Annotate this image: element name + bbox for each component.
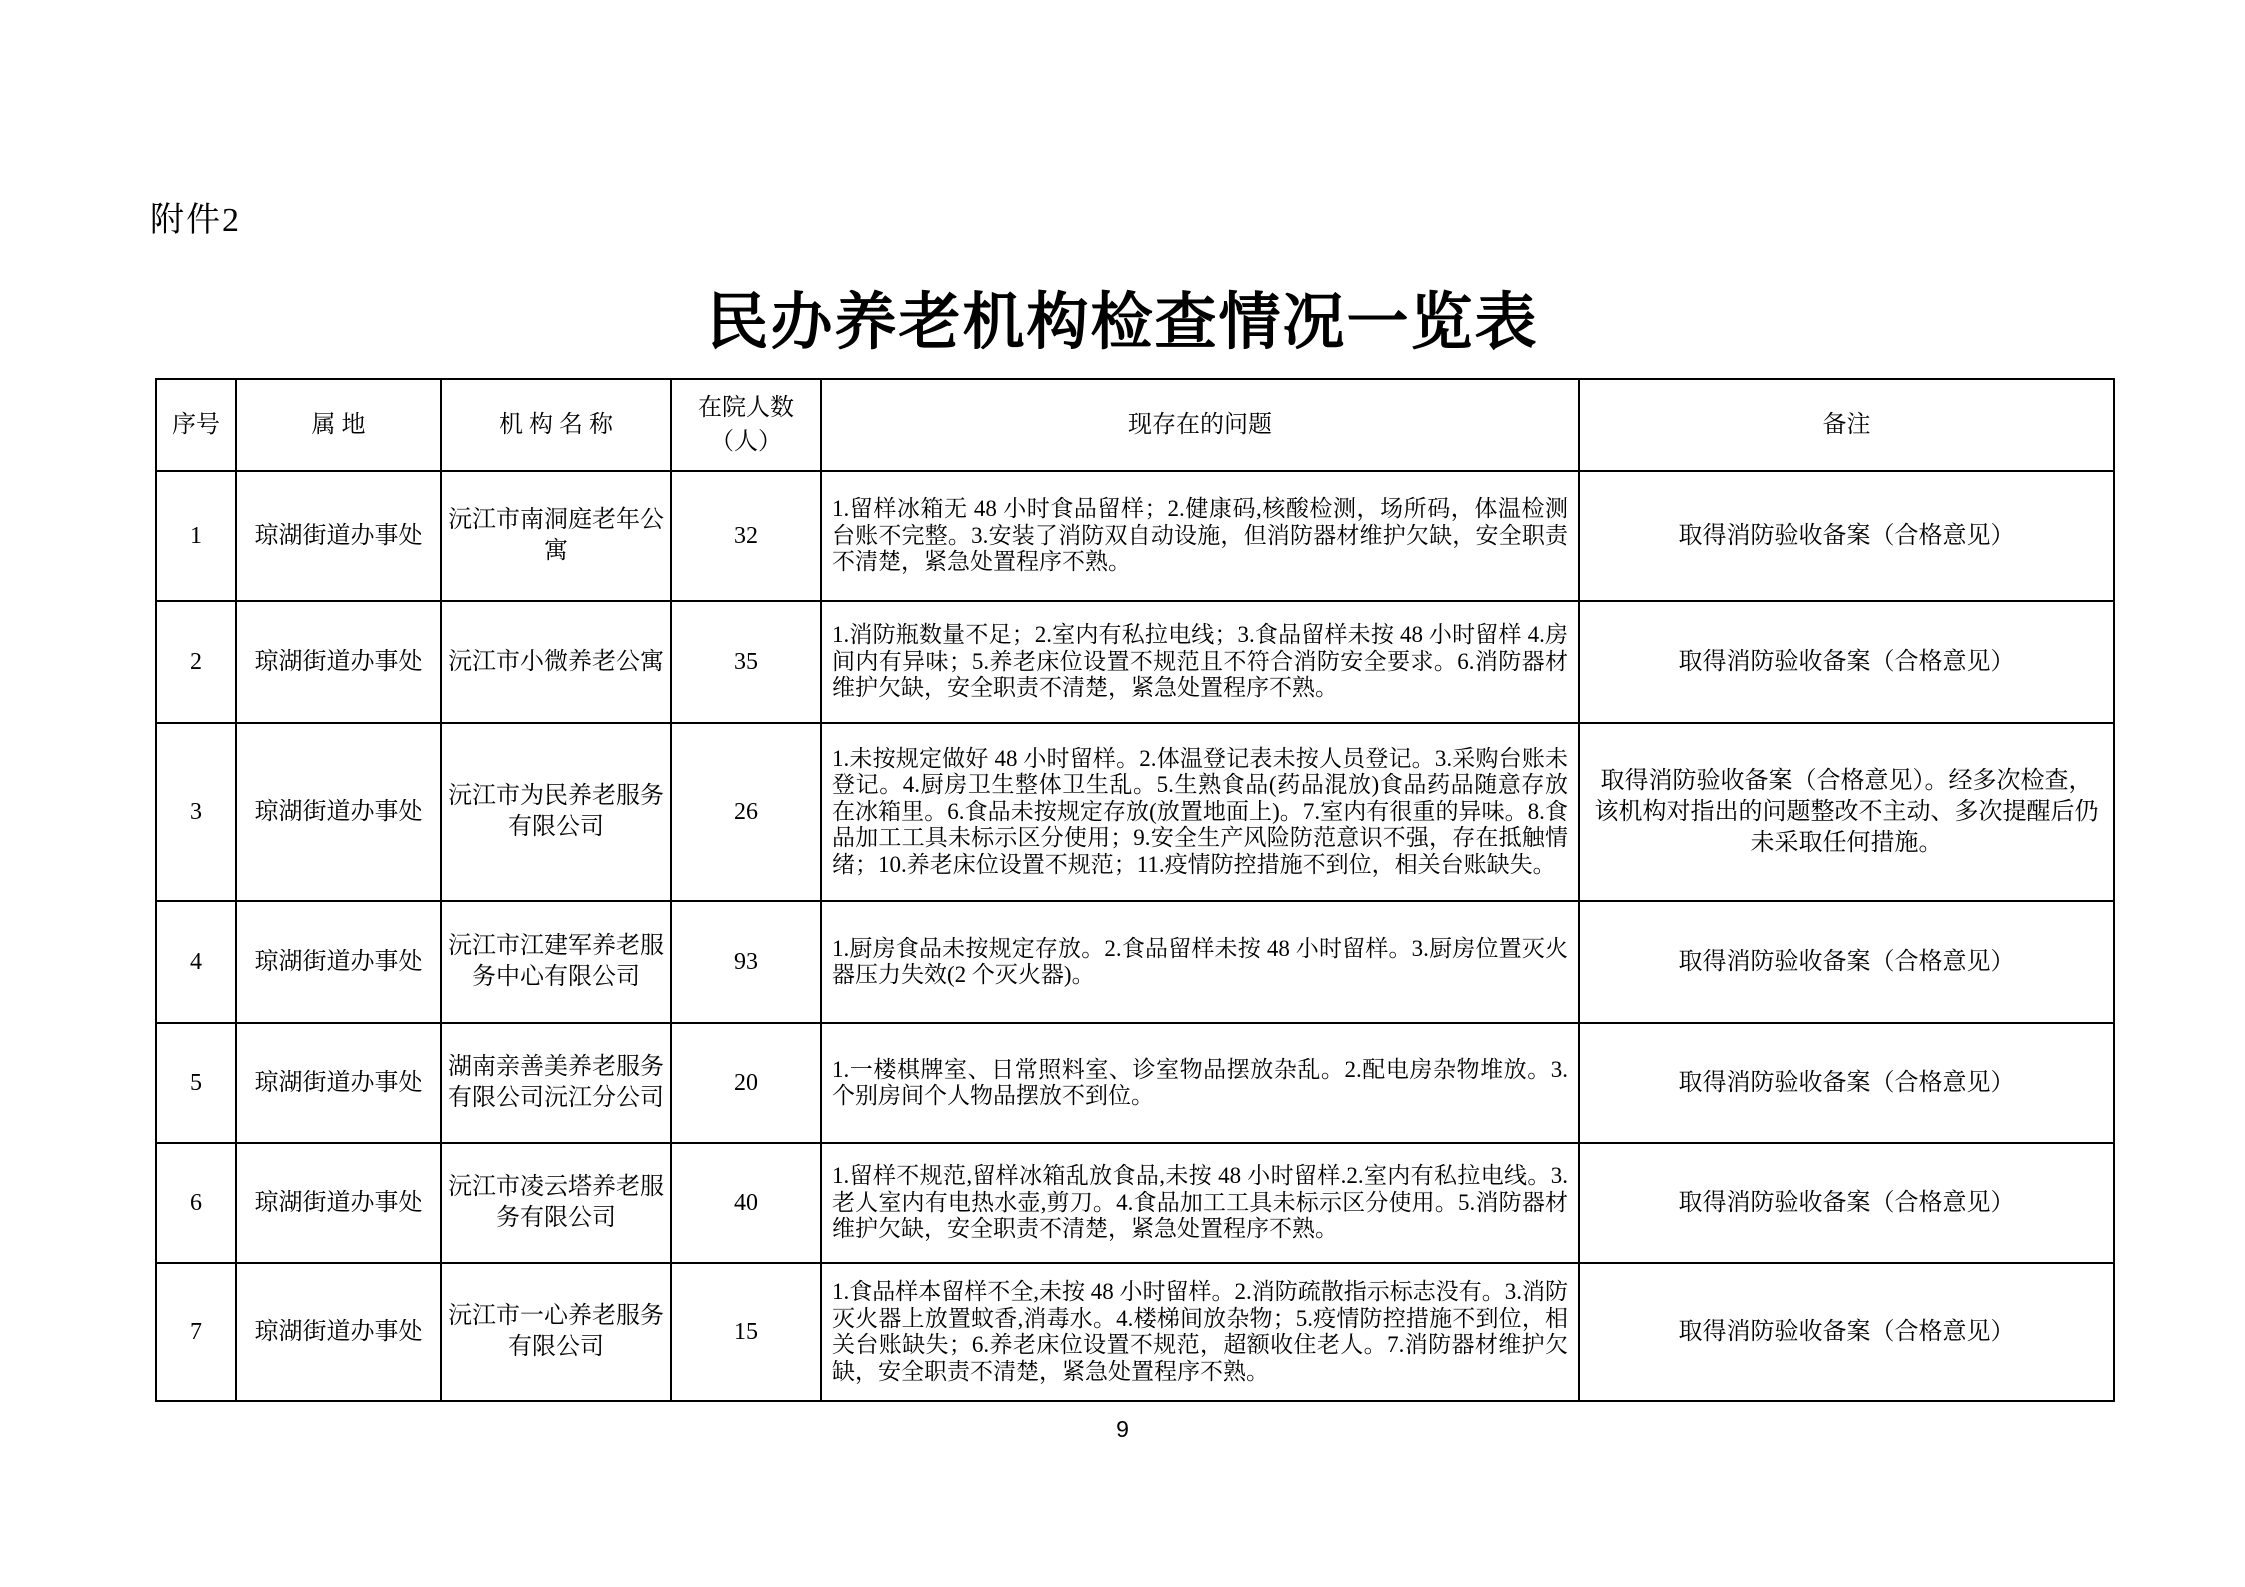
header-residents <box>671 379 821 471</box>
page-number: 9 <box>1116 1416 1129 1442</box>
cell-residents: 93 <box>671 901 821 1023</box>
header-location: 属 地 <box>236 379 441 471</box>
cell-remarks: 取得消防验收备案（合格意见） <box>1579 601 2114 723</box>
cell-location: 琼湖街道办事处 <box>236 471 441 601</box>
cell-index: 4 <box>156 901 236 1023</box>
table-row <box>156 901 2114 1023</box>
cell-index: 5 <box>156 1023 236 1143</box>
cell-problems: 1.厨房食品未按规定存放。2.食品留样未按 48 小时留样。3.厨房位置灭火器压力失效(2 个灭火器)。 <box>821 901 1579 1023</box>
inspection-table <box>155 378 2115 1402</box>
cell-institution: 湖南亲善美养老服务有限公司沅江分公司 <box>441 1023 671 1143</box>
cell-index: 1 <box>156 471 236 601</box>
cell-institution: 沅江市一心养老服务有限公司 <box>441 1263 671 1401</box>
table-header-row <box>156 379 2114 471</box>
cell-problems: 1.消防瓶数量不足；2.室内有私拉电线；3.食品留样未按 48 小时留样 4.房间内有异味；5.养老床位设置不规范且不符合消防安全要求。6.消防器材维护欠缺，安全职责不清楚，紧急处置程序不熟。 <box>821 601 1579 723</box>
cell-location: 琼湖街道办事处 <box>236 1143 441 1263</box>
cell-residents: 35 <box>671 601 821 723</box>
cell-index: 6 <box>156 1143 236 1263</box>
cell-residents: 20 <box>671 1023 821 1143</box>
header-remarks: 备注 <box>1579 379 2114 471</box>
cell-index: 7 <box>156 1263 236 1401</box>
header-residents-line1: 在院人数 <box>698 395 794 421</box>
cell-institution: 沅江市江建军养老服务中心有限公司 <box>441 901 671 1023</box>
cell-institution: 沅江市小微养老公寓 <box>441 601 671 723</box>
cell-remarks: 取得消防验收备案（合格意见） <box>1579 901 2114 1023</box>
cell-location: 琼湖街道办事处 <box>236 1023 441 1143</box>
header-institution: 机 构 名 称 <box>441 379 671 471</box>
cell-index: 3 <box>156 723 236 901</box>
table-row <box>156 601 2114 723</box>
attachment-label: 附件2 <box>150 202 241 239</box>
cell-residents: 15 <box>671 1263 821 1401</box>
cell-problems: 1.食品样本留样不全,未按 48 小时留样。2.消防疏散指示标志没有。3.消防灭火器上放置蚊香,消毒水。4.楼梯间放杂物；5.疫情防控措施不到位，相关台账缺失；6.养老床位设置不规范，超额收住老人。7.消防器材维护欠缺，安全职责不清楚，紧急处置程序不熟。 <box>821 1263 1579 1401</box>
cell-problems: 1.留样冰箱无 48 小时食品留样；2.健康码,核酸检测，场所码，体温检测台账不完整。3.安装了消防双自动设施，但消防器材维护欠缺，安全职责不清楚，紧急处置程序不熟。 <box>821 471 1579 601</box>
cell-location: 琼湖街道办事处 <box>236 901 441 1023</box>
cell-problems: 1.一楼棋牌室、日常照料室、诊室物品摆放杂乱。2.配电房杂物堆放。3.个别房间个人物品摆放不到位。 <box>821 1023 1579 1143</box>
cell-institution: 沅江市凌云塔养老服务有限公司 <box>441 1143 671 1263</box>
cell-remarks: 取得消防验收备案（合格意见）。经多次检查，该机构对指出的问题整改不主动、多次提醒后仍未采取任何措施。 <box>1579 723 2114 901</box>
cell-index: 2 <box>156 601 236 723</box>
table-row <box>156 1023 2114 1143</box>
table-row <box>156 1263 2114 1401</box>
table-row <box>156 1143 2114 1263</box>
table-row <box>156 723 2114 901</box>
cell-location: 琼湖街道办事处 <box>236 1263 441 1401</box>
header-index: 序号 <box>156 379 236 471</box>
cell-remarks: 取得消防验收备案（合格意见） <box>1579 1143 2114 1263</box>
cell-problems: 1.未按规定做好 48 小时留样。2.体温登记表未按人员登记。3.采购台账未登记。4.厨房卫生整体卫生乱。5.生熟食品(药品混放)食品药品随意存放在冰箱里。6.食品未按规定存放(放置地面上)。7.室内有很重的异味。8.食品加工工具未标示区分使用；9.安全生产风险防范意识不强，存在抵触情绪；10.养老床位设置不规范；11.疫情防控措施不到位，相关台账缺失。 <box>821 723 1579 901</box>
cell-residents: 32 <box>671 471 821 601</box>
cell-institution: 沅江市为民养老服务有限公司 <box>441 723 671 901</box>
cell-remarks: 取得消防验收备案（合格意见） <box>1579 471 2114 601</box>
table-row <box>156 471 2114 601</box>
cell-remarks: 取得消防验收备案（合格意见） <box>1579 1263 2114 1401</box>
cell-problems: 1.留样不规范,留样冰箱乱放食品,未按 48 小时留样.2.室内有私拉电线。3.老人室内有电热水壶,剪刀。4.食品加工工具未标示区分使用。5.消防器材维护欠缺，安全职责不清楚，紧急处置程序不熟。 <box>821 1143 1579 1263</box>
cell-location: 琼湖街道办事处 <box>236 601 441 723</box>
header-problems: 现存在的问题 <box>821 379 1579 471</box>
header-residents-line2: （人） <box>710 429 782 455</box>
cell-institution: 沅江市南洞庭老年公寓 <box>441 471 671 601</box>
cell-residents: 26 <box>671 723 821 901</box>
page-title: 民办养老机构检查情况一览表 <box>706 289 1539 357</box>
cell-location: 琼湖街道办事处 <box>236 723 441 901</box>
cell-remarks: 取得消防验收备案（合格意见） <box>1579 1023 2114 1143</box>
cell-residents: 40 <box>671 1143 821 1263</box>
